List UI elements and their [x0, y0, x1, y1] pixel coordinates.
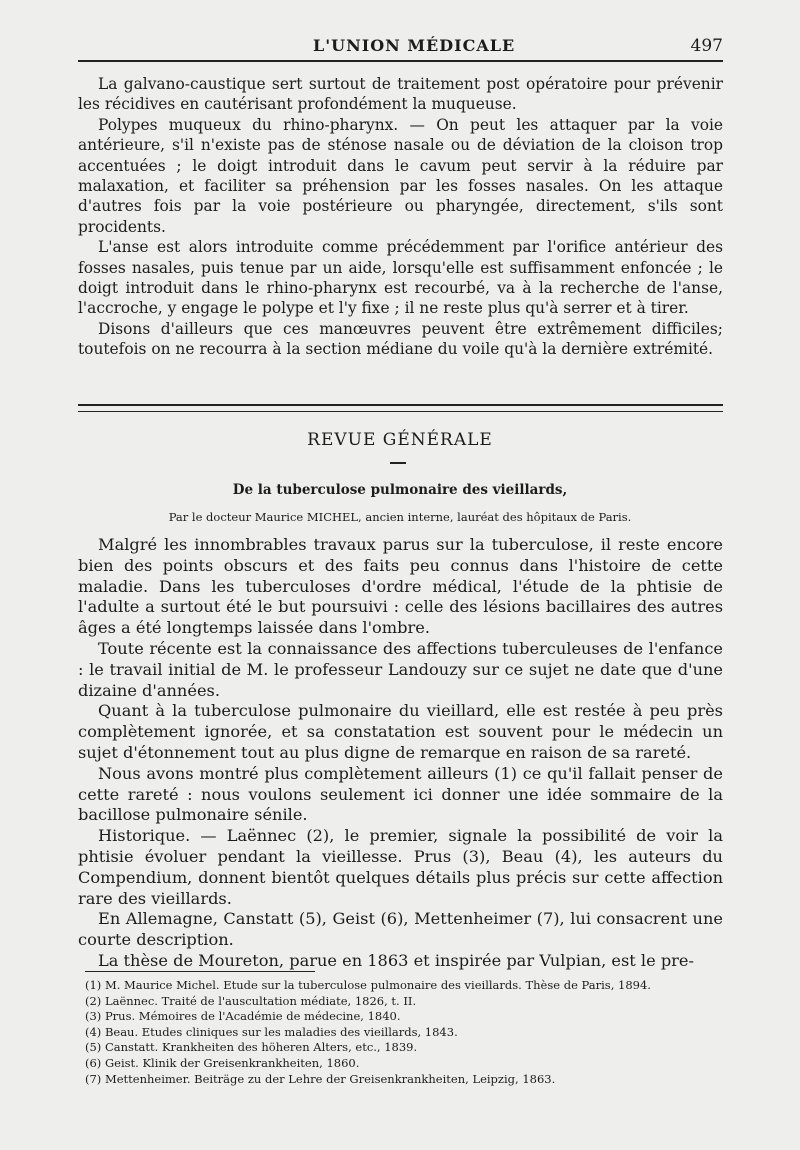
paragraph: Historique. — Laënnec (2), le premier, signale la possibilité de voir la phtisie évoluer pendant la vieillesse. Prus (3), Beau (4), les auteurs du Compendium, donnent bientôt quelques détails plus précis sur cette affection rare des vieillards.	[78, 826, 723, 908]
paragraph: La thèse de Moureton, parue en 1863 et inspirée par Vulpian, est le pre-	[98, 950, 694, 970]
page-header	[78, 34, 723, 62]
page-number: 497	[690, 36, 723, 56]
footnote: (2) Laënnec. Traité de l'auscultation médiate, 1826, t. II.	[85, 993, 417, 1008]
paragraph: Nous avons montré plus complètement ailleurs (1) ce qu'il fallait penser de cette rareté : nous voulons seulement ici donner une idée sommaire de la bacillose pulmonaire sénile.	[78, 763, 723, 825]
paragraph: Quant à la tuberculose pulmonaire du vieillard, elle est restée à peu près complètement ignorée, et sa constatation est souvent pour le médecin un sujet d'étonnement tout au plus digne de remarque en raison de sa rareté.	[78, 701, 723, 762]
paragraph: Malgré les innombrables travaux parus sur la tuberculose, il reste encore bien des points obscurs et des faits peu connus dans l'histoire de cette maladie. Dans les tuberculoses d'ordre médical, l'étude de la phtisie de l'adulte a surtout été le but poursuivi : celle des lésions bacillaires des autres âges a été longtemps laissée dans l'ombre.	[78, 535, 723, 638]
running-title: L'UNION MÉDICALE	[313, 36, 516, 55]
footnote: (5) Canstatt. Krankheiten des höheren Alters, etc., 1839.	[85, 1040, 418, 1055]
footnote: (3) Prus. Mémoires de l'Académie de médecine, 1840.	[85, 1009, 401, 1024]
paragraph: Toute récente est la connaissance des affections tuberculeuses de l'enfance : le travail initial de M. le professeur Landouzy sur ce sujet ne date que d'une dizaine d'années.	[78, 638, 723, 700]
intro-text	[78, 74, 723, 360]
article-body	[78, 535, 723, 972]
byline: Par le docteur Maurice MICHEL, ancien interne, lauréat des hôpitaux de Paris.	[168, 510, 632, 524]
title-dash	[390, 462, 406, 464]
paragraph: Disons d'ailleurs que ces manœuvres peuvent être extrêmement difficiles; toutefois on ne recourra à la section médiane du voile qu'à la dernière extrémité.	[78, 319, 723, 359]
article-title: De la tuberculose pulmonaire des vieillards,	[232, 482, 568, 498]
footnote: (6) Geist. Klinik der Greisenkrankheiten, 1860.	[85, 1055, 360, 1070]
footnote: (7) Mettenheimer. Beiträge zu der Lehre der Greisenkrankheiten, Leipzig, 1863.	[85, 1071, 556, 1086]
paragraph: L'anse est alors introduite comme précédemment par l'orifice antérieur des fosses nasales, puis tenue par un aide, lorsqu'elle est suffisamment enfoncée ; le doigt introduit dans le rhino-pharynx est recourbé, va à la recherche de l'anse, l'accroche, y engage le polype et l'y fixe ; il ne reste plus qu'à serrer et à tirer.	[78, 238, 723, 318]
footnote: (4) Beau. Etudes cliniques sur les maladies des vieillards, 1843.	[85, 1024, 458, 1039]
footnotes	[85, 978, 723, 1087]
footnote-rule	[85, 971, 315, 972]
section-title: REVUE GÉNÉRALE	[307, 430, 493, 450]
footnote: (1) M. Maurice Michel. Etude sur la tuberculose pulmonaire des vieillards. Thèse de Paris, 1894.	[85, 978, 651, 992]
section-divider	[78, 404, 723, 412]
paragraph: En Allemagne, Canstatt (5), Geist (6), Mettenheimer (7), lui consacrent une courte description.	[78, 909, 723, 950]
paragraph: La galvano-caustique sert surtout de traitement post opératoire pour prévenir les récidives en cautérisant profondément la muqueuse.	[78, 75, 723, 114]
paragraph: Polypes muqueux du rhino-pharynx. — On peut les attaquer par la voie antérieure, s'il n'existe pas de sténose nasale ou de déviation de la cloison trop accentuées ; le doigt introduit dans le cavum peut servir à la réduire par malaxation, et faciliter sa préhension par les fosses nasales. On les attaque d'autres fois par la voie postérieure ou pharyngée, directement, s'ils sont procidents.	[78, 115, 723, 236]
